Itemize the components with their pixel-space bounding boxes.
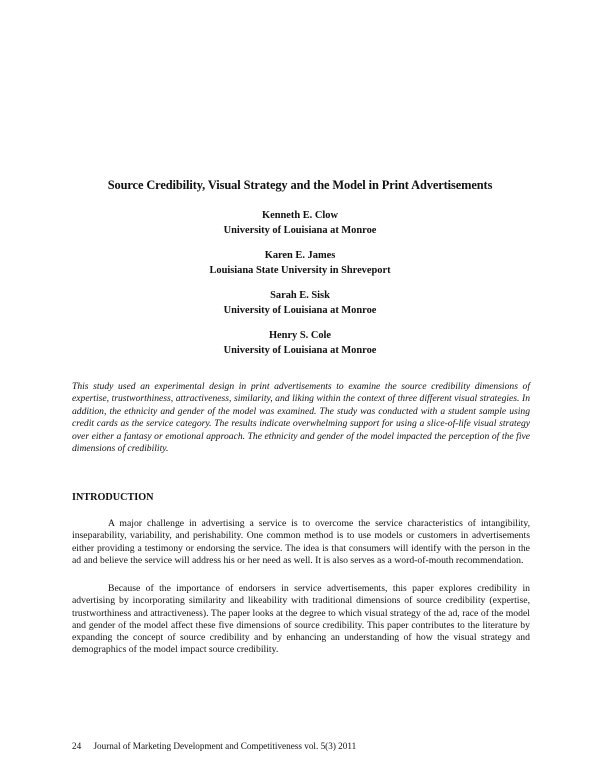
author-affiliation: Louisiana State University in Shreveport [209,265,391,276]
page-number: 24 [72,741,82,751]
journal-citation: Journal of Marketing Development and Competitiveness vol. 5(3) 2011 [93,741,357,751]
author-affiliation: University of Louisiana at Monroe [223,305,377,316]
author-name: Karen E. James [264,250,336,261]
page-footer [72,741,356,751]
author-name: Henry S. Cole [268,330,332,341]
author-block [0,248,600,278]
abstract: This study used an experimental design in print advertisements to examine the source credibility dimensions of expertise, trustworthiness, attractiveness, similarity, and liking within the context of three different visual strategies. In addition, the ethnicity and gender of the model was examined. The study was conducted with a student sample using credit cards as the service category. The results indicate overwhelming support for using a slice-of-life visual strategy over either a fantasy or emotional approach. The ethnicity and gender of the model impacted the perception of the five dimensions of credibility. [72,381,530,455]
author-block [0,288,600,318]
body-paragraph: Because of the importance of endorsers in service advertisements, this paper explores credibility in advertising by incorporating similarity and likeability with traditional dimensions of source credibility (expertise, trustworthiness and attractiveness). The paper looks at the degree to which visual strategy of the ad, race of the model and gender of the model affect these five dimensions of source credibility. This paper contributes to the literature by expanding the concept of source credibility and by enhancing an understanding of how the visual strategy and demographics of the model impact source credibility. [72,583,530,656]
author-name: Kenneth E. Clow [262,210,338,221]
author-affiliation: University of Louisiana at Monroe [223,225,377,236]
author-block [0,328,600,358]
author-affiliation: University of Louisiana at Monroe [223,345,377,356]
paper-title: Source Credibility, Visual Strategy and the Model in Print Advertisements [107,178,493,192]
author-block [0,208,600,238]
author-name: Sarah E. Sisk [270,290,330,301]
section-heading-introduction: INTRODUCTION [72,492,154,503]
body-paragraph: A major challenge in advertising a service is to overcome the service characteristics of intangibility, inseparability, variability, and perishability. One common method is to use models or customers in advertisements either providing a testimony or endorsing the service. The idea is that consumers will identify with the person in the ad and believe the service will address his or her need as well. It is also serves as a word-of-mouth recommendation. [72,518,530,566]
